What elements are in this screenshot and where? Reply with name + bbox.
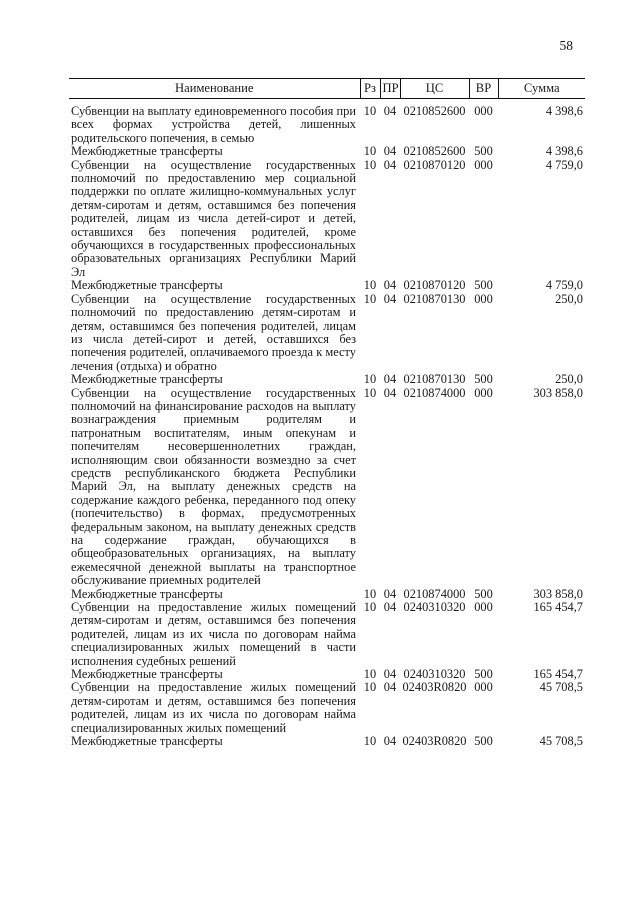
row-cs: 0210852600: [403, 104, 466, 118]
row-cs: 0210870130: [403, 372, 466, 387]
row-name: Субвенции на выплату единовременного пособия при всех формах устройства детей, лишенных родительского попечения, в семью: [71, 104, 356, 145]
row-sum: 4 759,0: [545, 157, 583, 172]
row-pr: 04: [383, 680, 397, 695]
row-name: Субвенции на предоставление жилых помещений детям-сиротам и детям, оставшимся без попечения родителей, лицам из их числа по договорам найма специализированных жилых помещений в части исполнения судебных решений: [71, 600, 356, 668]
row-cs: 0210870120: [403, 278, 466, 293]
row-vr: 000: [474, 104, 493, 118]
row-name: Межбюджетные трансферты: [71, 372, 223, 387]
table-row: [69, 387, 585, 588]
row-rz: 10: [363, 278, 377, 293]
row-name: Субвенции на осуществление государственных полномочий по предоставлению детям-сиротам и детям, оставшимся без попечения родителей, лицам из числа детей-сирот и детей, оставшихся без попечения родителей, оплачиваемого проезда к месту лечения (отдыха) и обратно: [71, 291, 356, 373]
row-vr: 000: [474, 291, 493, 306]
row-pr: 04: [383, 586, 397, 601]
row-rz: 10: [363, 372, 377, 387]
row-rz: 10: [363, 157, 377, 172]
row-sum: 250,0: [555, 291, 583, 306]
row-vr: 500: [474, 144, 493, 159]
header-rz: Рз: [360, 79, 380, 99]
row-vr: 500: [474, 586, 493, 601]
table-row: [69, 145, 585, 158]
row-rz: 10: [363, 104, 377, 118]
row-sum: 4 398,6: [545, 104, 583, 118]
row-sum: 4 398,6: [545, 144, 583, 159]
row-name: Межбюджетные трансферты: [71, 667, 223, 682]
row-cs: 0210870130: [403, 291, 466, 306]
table-row: [69, 293, 585, 373]
row-pr: 04: [383, 291, 397, 306]
row-pr: 04: [383, 144, 397, 159]
header-cs: ЦС: [400, 79, 469, 99]
header-row: [69, 79, 585, 99]
table-row: [69, 735, 585, 748]
row-rz: 10: [363, 600, 377, 615]
row-pr: 04: [383, 157, 397, 172]
table-row: [69, 373, 585, 386]
row-rz: 10: [363, 385, 377, 400]
row-rz: 10: [363, 291, 377, 306]
row-vr: 000: [474, 157, 493, 172]
header-pr: ПР: [380, 79, 400, 99]
row-vr: 000: [474, 600, 493, 615]
row-sum: 165 454,7: [533, 667, 583, 682]
table-body: [69, 99, 585, 749]
header-name: Наименование: [69, 79, 360, 99]
row-cs: 0210874000: [403, 385, 466, 400]
row-cs: 02403R0820: [402, 734, 467, 749]
row-vr: 500: [474, 734, 493, 749]
row-cs: 0210870120: [403, 157, 466, 172]
row-sum: 303 858,0: [533, 586, 583, 601]
row-pr: 04: [383, 372, 397, 387]
page-number: 58: [559, 38, 573, 53]
row-vr: 500: [474, 278, 493, 293]
table-row: [69, 681, 585, 735]
row-cs: 02403R0820: [402, 680, 467, 695]
row-cs: 0240310320: [403, 600, 466, 615]
row-name: Межбюджетные трансферты: [71, 734, 223, 749]
row-rz: 10: [363, 680, 377, 695]
table-row: [69, 588, 585, 601]
row-vr: 000: [474, 385, 493, 400]
table-header: [69, 79, 585, 99]
row-rz: 10: [363, 586, 377, 601]
row-sum: 45 708,5: [539, 734, 583, 749]
row-cs: 0210874000: [403, 586, 466, 601]
row-vr: 500: [474, 667, 493, 682]
header-sum: Сумма: [498, 79, 585, 99]
row-pr: 04: [383, 104, 397, 118]
row-cs: 0240310320: [403, 667, 466, 682]
table-row: [69, 601, 585, 668]
row-name: Субвенции на осуществление государственных полномочий на финансирование расходов на выплату вознаграждения приемным родителям и патронатным воспитателям, иным опекунам и попечителям несовершеннолетних граждан, исполняющим свои обязанности возмездно за счет средств республиканского бюджета Республики Марий Эл, на выплату денежных средств на содержание каждого ребенка, переданного под опеку (попечительство) в формах, предусмотренных федеральным законом, на выплату денежных средств на содержание граждан, обучающихся в общеобразовательных организациях, на выплату ежемесячной денежной выплаты на транспортное обслуживание приемных родителей: [71, 385, 356, 588]
row-sum: 303 858,0: [533, 385, 583, 400]
table-row: [69, 668, 585, 681]
row-rz: 10: [363, 734, 377, 749]
row-pr: 04: [383, 667, 397, 682]
header-vr: ВР: [469, 79, 498, 99]
row-sum: 4 759,0: [545, 278, 583, 293]
row-name: Межбюджетные трансферты: [71, 144, 223, 159]
row-vr: 500: [474, 372, 493, 387]
row-pr: 04: [383, 600, 397, 615]
budget-table: [69, 78, 585, 749]
row-name: Межбюджетные трансферты: [71, 278, 223, 293]
row-name: Межбюджетные трансферты: [71, 586, 223, 601]
row-pr: 04: [383, 278, 397, 293]
table-row: [69, 159, 585, 280]
row-vr: 000: [474, 680, 493, 695]
row-pr: 04: [383, 385, 397, 400]
row-name: Субвенции на осуществление государственных полномочий по предоставлению мер социальной поддержки по оплате жилищно-коммунальных услуг детям-сиротам и детям, оставшимся без попечения родителей, лицам из числа детей-сирот и детей, оставшихся без попечения родителей, кроме обучающихся в государственных профессиональных образовательных организациях Республики Марий Эл: [71, 157, 356, 279]
table-row: [69, 279, 585, 292]
row-name: Субвенции на предоставление жилых помещений детям-сиротам и детям, оставшимся без попечения родителей, лицам из их числа по договорам найма специализированных жилых помещений: [71, 680, 356, 735]
row-sum: 45 708,5: [539, 680, 583, 695]
row-sum: 165 454,7: [533, 600, 583, 615]
table-row: [69, 99, 585, 146]
row-sum: 250,0: [555, 372, 583, 387]
row-cs: 0210852600: [403, 144, 466, 159]
row-rz: 10: [363, 667, 377, 682]
row-pr: 04: [383, 734, 397, 749]
row-rz: 10: [363, 144, 377, 159]
